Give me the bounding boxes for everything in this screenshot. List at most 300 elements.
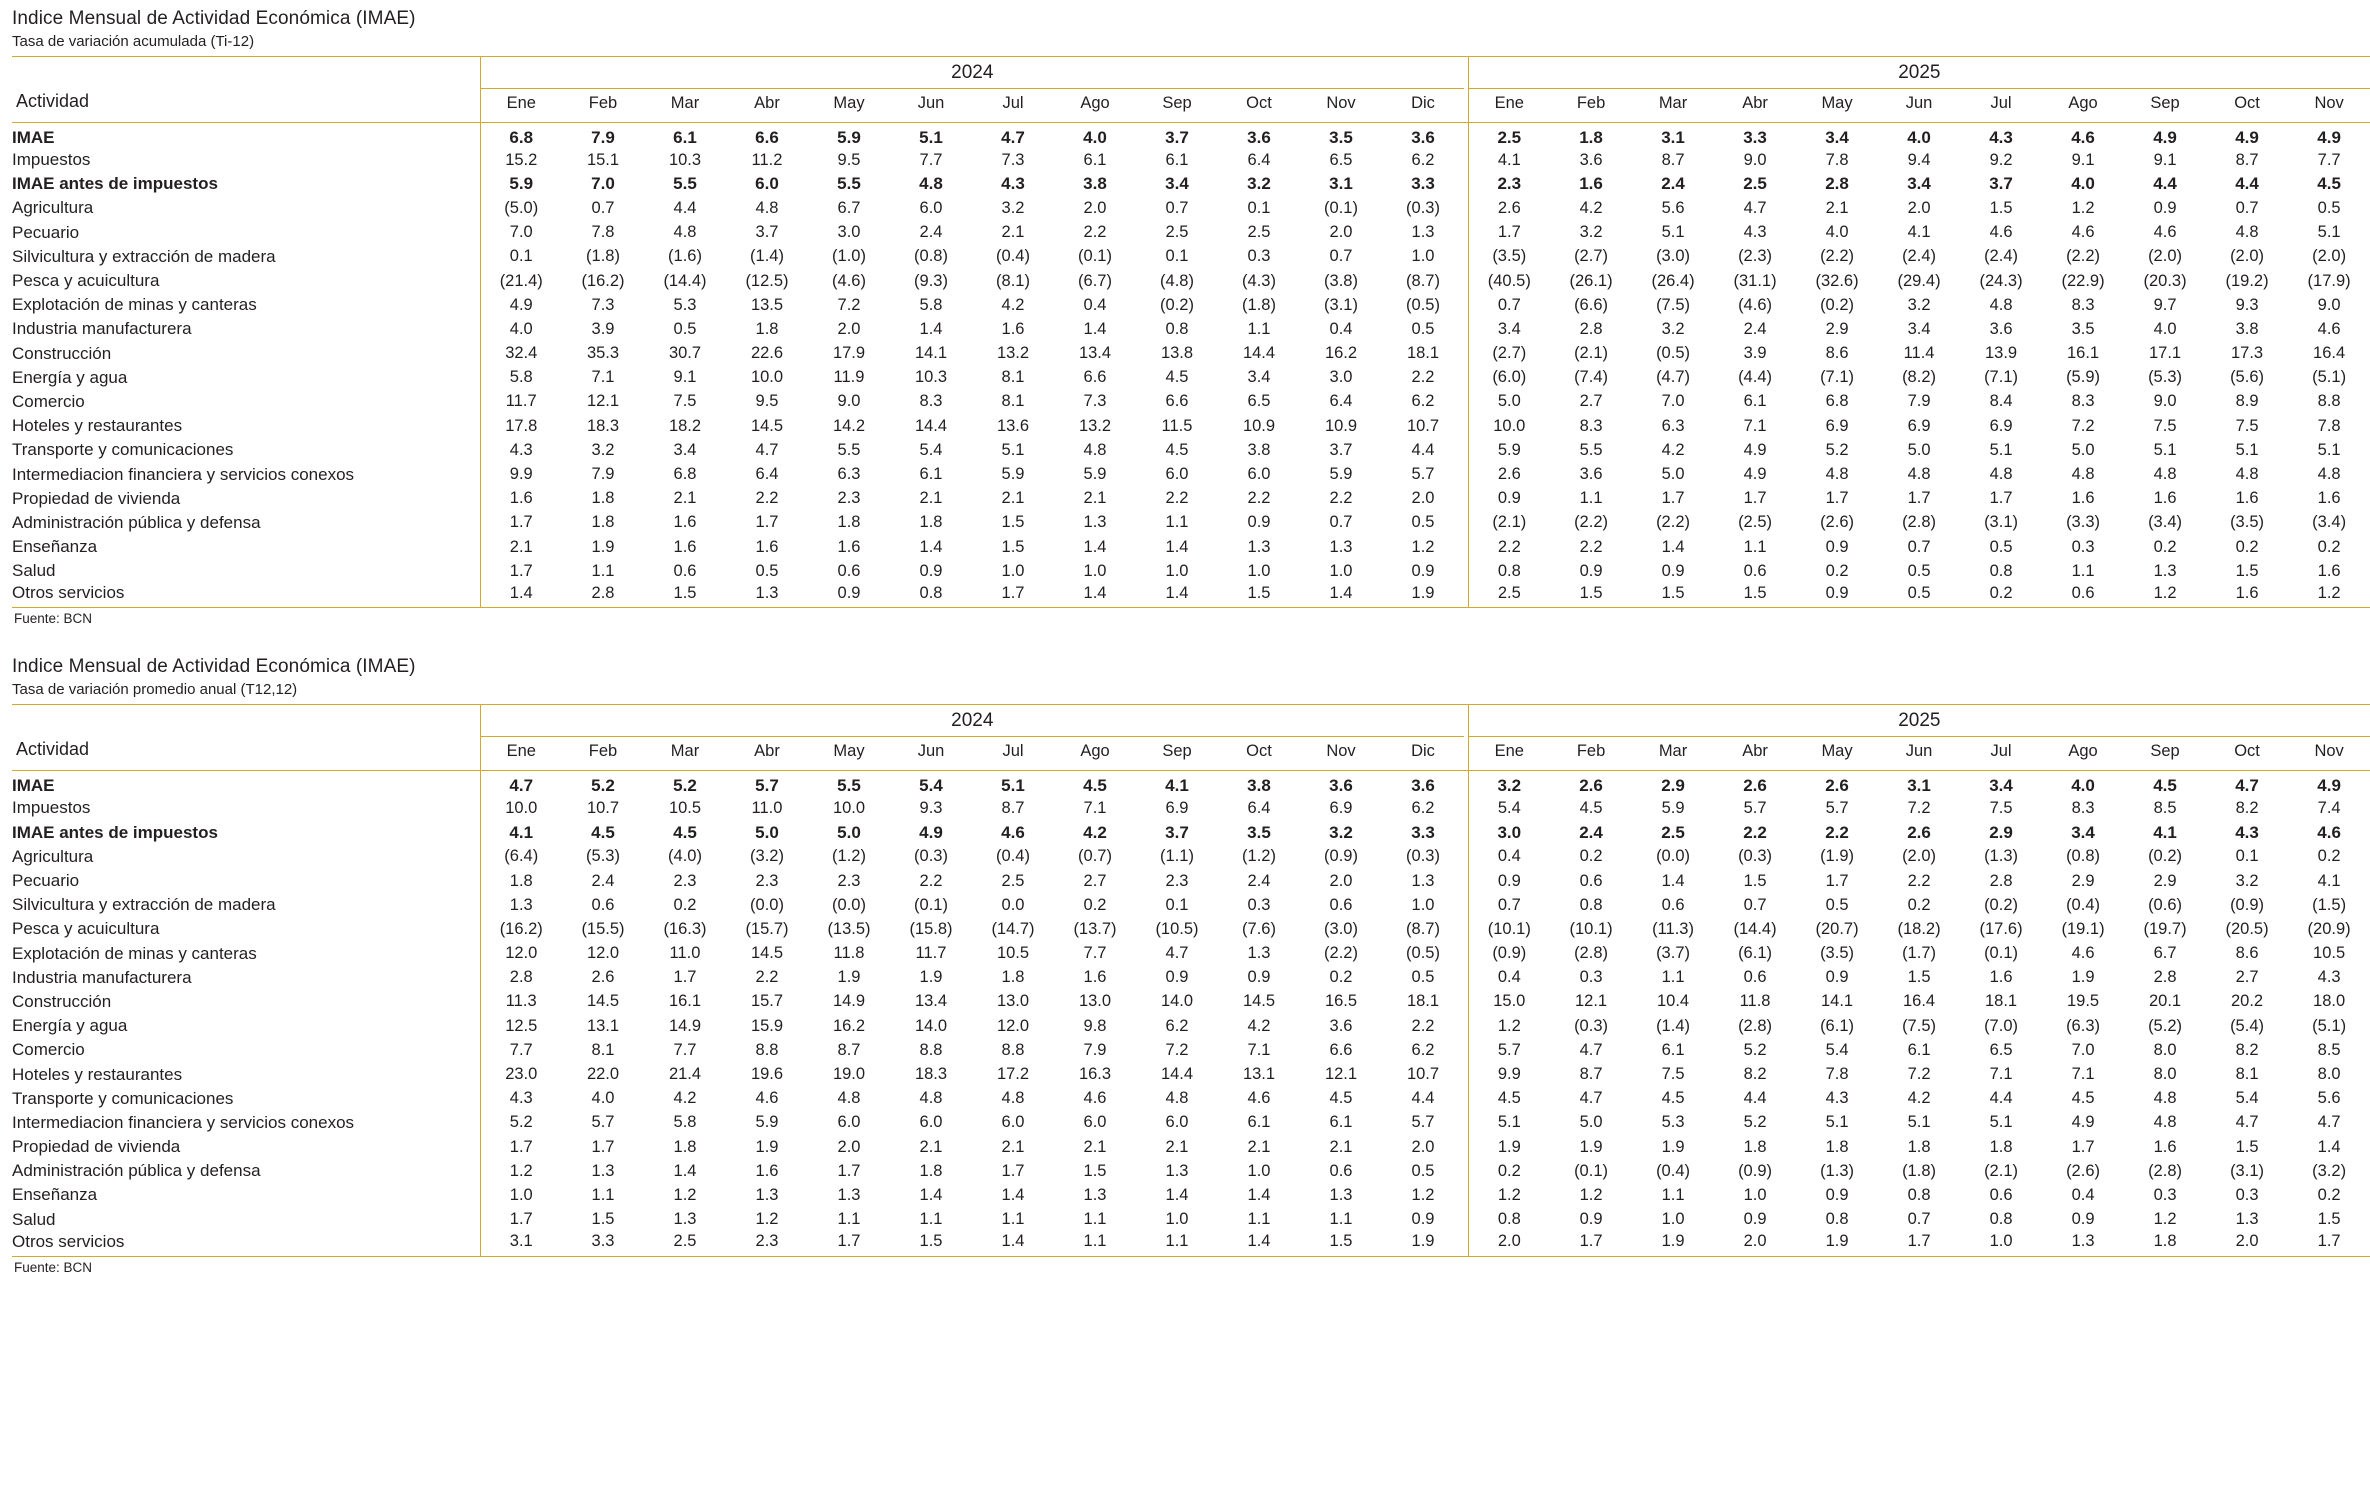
imae-data-table (12, 704, 2370, 1256)
row-label: Hoteles y restaurantes (12, 1064, 183, 1084)
data-cell: 20.2 (2230, 992, 2264, 1011)
data-cell: 5.4 (1468, 796, 1550, 820)
data-cell: 5.1 (2317, 440, 2341, 459)
data-cell: 4.8 (1989, 465, 2013, 484)
data-cell: 4.0 (1083, 128, 1107, 147)
data-cell: 6.4 (755, 465, 779, 484)
data-cell: 5.3 (673, 295, 697, 314)
data-cell: 1.5 (890, 1232, 972, 1257)
data-cell: (3.1) (1984, 513, 2018, 532)
data-cell: 1.3 (2235, 1210, 2259, 1229)
data-cell: 7.7 (480, 1038, 562, 1062)
data-cell: 0.9 (1579, 561, 1603, 580)
data-cell: 9.1 (2071, 150, 2095, 169)
data-cell: 9.0 (837, 392, 861, 411)
data-cell: 7.8 (1825, 150, 1849, 169)
data-cell: (10.5) (1155, 919, 1199, 938)
data-cell: 5.1 (2317, 223, 2341, 242)
row-label: Agricultura (12, 846, 94, 866)
data-cell: 0.0 (1001, 895, 1025, 914)
data-cell: 8.7 (1579, 1065, 1603, 1084)
data-cell: (0.0) (750, 895, 784, 914)
data-cell: 2.0 (1411, 489, 1435, 508)
data-cell: 16.5 (1324, 992, 1358, 1011)
data-cell: 0.2 (2317, 537, 2341, 556)
row-label: IMAE antes de impuestos (12, 822, 218, 842)
data-cell: 2.1 (1001, 489, 1025, 508)
data-cell: 0.7 (1468, 893, 1550, 917)
table-row (12, 148, 2370, 172)
row-label: Comercio (12, 391, 85, 411)
data-cell: (6.4) (480, 845, 562, 869)
data-cell: 13.2 (996, 344, 1030, 363)
data-cell: (2.1) (1984, 1161, 2018, 1180)
data-cell: (8.7) (1406, 271, 1440, 290)
data-cell: 1.3 (1329, 1185, 1353, 1204)
data-cell: (10.1) (1468, 917, 1550, 941)
table-body (12, 123, 2370, 608)
data-cell: (5.4) (2230, 1016, 2264, 1035)
data-cell: 5.1 (1661, 223, 1685, 242)
month-header-mar: Mar (1632, 89, 1714, 123)
data-cell: 18.1 (1406, 992, 1440, 1011)
data-cell: 2.1 (1083, 489, 1107, 508)
data-cell: 0.5 (1411, 513, 1435, 532)
data-cell: 4.8 (673, 223, 697, 242)
data-cell: 7.0 (1661, 392, 1685, 411)
data-cell: 7.1 (2071, 1065, 2095, 1084)
data-cell: (3.5) (2230, 513, 2264, 532)
data-cell: 1.3 (755, 1185, 779, 1204)
data-cell: 7.9 (591, 128, 615, 147)
data-cell: 4.0 (1825, 223, 1849, 242)
data-cell: 3.5 (1329, 128, 1353, 147)
data-cell: 7.3 (591, 295, 615, 314)
data-cell: 18.3 (586, 416, 620, 435)
data-cell: (1.8) (1242, 295, 1276, 314)
data-cell: 1.6 (1001, 319, 1025, 338)
data-cell: 8.7 (1001, 798, 1025, 817)
data-cell: 1.6 (2206, 583, 2288, 608)
data-cell: 4.4 (1743, 1089, 1767, 1108)
data-cell: 4.5 (1661, 1089, 1685, 1108)
data-cell: 2.2 (1468, 535, 1550, 559)
data-cell: 3.6 (1989, 319, 2013, 338)
data-cell: 2.5 (1468, 123, 1550, 149)
month-header-mar: Mar (644, 89, 726, 123)
data-cell: 1.4 (673, 1161, 697, 1180)
month-header-may: May (808, 737, 890, 771)
data-cell: 1.5 (1743, 871, 1767, 890)
data-cell: 1.7 (480, 559, 562, 583)
year-header-row (12, 57, 2370, 89)
data-cell: 3.6 (1579, 150, 1603, 169)
data-cell: 6.1 (1907, 1040, 1931, 1059)
data-cell: 7.8 (591, 223, 615, 242)
data-cell: 0.9 (1411, 1210, 1435, 1229)
data-cell: 4.0 (2071, 174, 2095, 194)
row-label: Silvicultura y extracción de madera (12, 895, 276, 915)
data-cell: (17.6) (1979, 919, 2023, 938)
data-cell: 4.8 (919, 1089, 943, 1108)
data-cell: (3.0) (1656, 247, 1690, 266)
data-cell: 12.0 (586, 944, 620, 963)
data-cell: 3.3 (1411, 822, 1435, 842)
data-cell: (1.5) (2312, 895, 2347, 914)
data-cell: 16.3 (1078, 1065, 1112, 1084)
data-cell: 6.0 (1083, 1113, 1107, 1132)
data-cell: 7.0 (480, 221, 562, 245)
data-cell: 6.2 (1411, 150, 1435, 169)
data-cell: 2.6 (1907, 822, 1931, 842)
data-cell: (0.2) (2148, 847, 2182, 866)
data-cell: 1.1 (919, 1210, 943, 1229)
data-cell: (0.5) (1406, 944, 1440, 963)
data-cell: 4.5 (2071, 1089, 2095, 1108)
data-cell: 6.4 (1329, 392, 1353, 411)
data-cell: 9.4 (1907, 150, 1931, 169)
data-cell: 0.9 (808, 583, 890, 608)
data-cell: 6.6 (1329, 1040, 1353, 1059)
data-cell: 1.5 (1550, 583, 1632, 608)
data-cell: (0.9) (1324, 847, 1358, 866)
data-cell: 0.7 (1329, 247, 1353, 266)
data-cell: 1.1 (1083, 1210, 1107, 1229)
data-cell: 0.8 (1468, 1208, 1550, 1232)
data-cell: 17.3 (2230, 344, 2264, 363)
data-cell: 0.2 (1579, 847, 1603, 866)
table-row (12, 845, 2370, 869)
data-cell: 8.1 (591, 1040, 615, 1059)
data-cell: 8.6 (2235, 944, 2259, 963)
data-cell: 8.2 (2235, 798, 2259, 817)
data-cell: 4.7 (755, 440, 779, 459)
data-cell: 11.7 (915, 944, 947, 963)
month-header-jun: Jun (890, 89, 972, 123)
data-cell: 7.1 (1989, 1065, 2013, 1084)
data-cell: 6.1 (1165, 150, 1189, 169)
data-cell: 4.8 (1001, 1089, 1025, 1108)
data-cell: 0.9 (1165, 968, 1189, 987)
data-cell: 1.4 (1001, 1185, 1025, 1204)
data-cell: 3.6 (1411, 128, 1435, 147)
row-label: Construcción (12, 991, 112, 1011)
data-cell: 3.5 (1247, 822, 1271, 842)
data-cell: 1.3 (1165, 1161, 1189, 1180)
data-cell: (2.2) (1574, 513, 1608, 532)
data-cell: 5.7 (1743, 798, 1767, 817)
data-cell: 4.3 (2235, 822, 2259, 842)
data-cell: 2.9 (2071, 871, 2095, 890)
data-cell: 2.6 (1825, 776, 1849, 796)
data-cell: (13.5) (827, 919, 871, 938)
activity-column-header: Actividad (12, 737, 480, 771)
data-cell: 2.3 (837, 871, 861, 890)
data-cell: 1.1 (1579, 489, 1603, 508)
data-cell: 12.0 (480, 942, 562, 966)
data-cell: 0.6 (1329, 895, 1353, 914)
data-cell: 0.5 (2317, 198, 2341, 217)
data-cell: 5.5 (1579, 440, 1603, 459)
data-cell: 3.9 (1743, 344, 1767, 363)
data-cell: 0.3 (1247, 247, 1271, 266)
data-cell: (11.3) (1652, 919, 1694, 938)
imae-data-table (12, 56, 2370, 608)
table-subtitle: Tasa de variación acumulada (Ti-12) (12, 33, 255, 50)
data-cell: 1.2 (673, 1185, 697, 1204)
data-cell: 1.7 (1001, 1161, 1025, 1180)
data-cell: 3.4 (2071, 822, 2095, 842)
data-cell: (4.4) (1738, 368, 1772, 387)
data-cell: 1.2 (2124, 583, 2206, 608)
data-cell: 3.2 (1001, 198, 1025, 217)
table-row (12, 942, 2370, 966)
data-cell: 2.1 (919, 1137, 943, 1156)
data-cell: 16.4 (1902, 992, 1936, 1011)
data-cell: 2.3 (1165, 871, 1189, 890)
data-cell: 0.6 (1329, 1161, 1353, 1180)
data-cell: 2.2 (755, 968, 779, 987)
data-cell: (0.2) (1160, 295, 1194, 314)
data-cell: 3.4 (1165, 174, 1189, 194)
data-cell: (15.7) (745, 919, 789, 938)
data-cell: 9.0 (2317, 295, 2341, 314)
data-cell: 5.4 (1825, 1040, 1849, 1059)
data-cell: 1.2 (1468, 1183, 1550, 1207)
data-cell: 11.8 (1739, 992, 1771, 1011)
data-cell: 7.8 (2317, 416, 2341, 435)
data-cell: 6.1 (1743, 392, 1767, 411)
data-cell: 7.1 (1083, 798, 1107, 817)
data-cell: 0.5 (1825, 895, 1849, 914)
data-cell: 8.3 (919, 392, 943, 411)
month-header-ago: Ago (1054, 737, 1136, 771)
data-cell: (2.7) (1574, 247, 1608, 266)
data-cell: 8.0 (2153, 1040, 2177, 1059)
data-cell: 1.2 (2071, 198, 2095, 217)
data-cell: 3.8 (1083, 174, 1107, 194)
year-label-right: 2025 (1468, 705, 2370, 737)
data-cell: 3.2 (591, 440, 615, 459)
data-cell: 5.5 (837, 440, 861, 459)
month-header-may: May (808, 89, 890, 123)
data-cell: (1.3) (1984, 847, 2018, 866)
data-cell: 4.3 (2317, 968, 2341, 987)
row-label: Explotación de minas y canteras (12, 295, 257, 315)
table-row (12, 390, 2370, 414)
data-cell: 2.1 (919, 489, 943, 508)
data-cell: 1.8 (591, 489, 615, 508)
data-cell: 6.3 (1661, 416, 1685, 435)
table-row (12, 438, 2370, 462)
data-cell: 4.7 (1579, 1040, 1603, 1059)
data-cell: 3.8 (1247, 776, 1271, 796)
data-cell: 14.4 (914, 416, 948, 435)
data-cell: 1.6 (1989, 968, 2013, 987)
data-cell: 2.9 (1989, 822, 2013, 842)
data-cell: 2.0 (1329, 871, 1353, 890)
data-cell: (5.3) (586, 847, 620, 866)
data-cell: (10.1) (1569, 919, 1613, 938)
data-cell: 1.7 (808, 1232, 890, 1257)
data-cell: 5.9 (1083, 465, 1107, 484)
data-cell: 1.4 (919, 319, 943, 338)
month-header-sep: Sep (2124, 89, 2206, 123)
data-cell: 14.1 (1820, 992, 1854, 1011)
data-cell: 4.1 (2317, 871, 2341, 890)
data-cell: (0.1) (1078, 247, 1112, 266)
data-cell: (15.5) (581, 919, 625, 938)
data-cell: 4.7 (1165, 944, 1189, 963)
data-cell: 4.5 (673, 822, 697, 842)
row-label: Industria manufacturera (12, 967, 192, 987)
data-cell: 6.8 (673, 465, 697, 484)
data-cell: (3.2) (750, 847, 784, 866)
data-cell: 4.4 (2153, 174, 2177, 194)
data-cell: 4.5 (591, 822, 615, 842)
data-cell: 1.7 (673, 968, 697, 987)
data-cell: (0.1) (1324, 198, 1358, 217)
row-label: Intermediacion financiera y servicios conexos (12, 464, 355, 484)
data-cell: 0.7 (1329, 513, 1353, 532)
table-row (12, 1183, 2370, 1207)
data-cell: 0.2 (1907, 895, 1931, 914)
data-cell: 3.0 (1468, 821, 1550, 845)
data-cell: 18.1 (1406, 344, 1440, 363)
data-cell: 6.9 (1165, 798, 1189, 817)
data-cell: 4.8 (1083, 440, 1107, 459)
data-cell: 17.9 (832, 344, 866, 363)
data-cell: 8.5 (2153, 798, 2177, 817)
data-cell: 8.8 (755, 1040, 779, 1059)
data-cell: 1.6 (2153, 1137, 2177, 1156)
data-cell: 0.7 (1907, 537, 1931, 556)
data-cell: 4.6 (755, 1089, 779, 1108)
data-cell: 1.0 (1083, 561, 1107, 580)
data-cell: 23.0 (480, 1062, 562, 1086)
data-cell: 7.5 (673, 392, 697, 411)
month-header-jul: Jul (1960, 737, 2042, 771)
row-label: Salud (12, 561, 56, 581)
data-cell: (16.3) (663, 919, 707, 938)
data-cell: 1.6 (1579, 174, 1603, 194)
table-row (12, 1208, 2370, 1232)
data-cell: 2.2 (919, 871, 943, 890)
activity-column-header: Actividad (12, 89, 480, 123)
data-cell: (4.3) (1242, 271, 1276, 290)
data-cell: 4.6 (2317, 319, 2341, 338)
data-cell: (1.2) (1242, 847, 1276, 866)
data-cell: 2.2 (1825, 822, 1849, 842)
data-cell: 1.0 (1661, 1210, 1685, 1229)
month-header-feb: Feb (1550, 89, 1632, 123)
data-cell: 8.8 (919, 1040, 943, 1059)
data-cell: 6.9 (1907, 416, 1931, 435)
data-cell: (6.1) (1820, 1016, 1854, 1035)
table-row (12, 245, 2370, 269)
data-cell: 6.1 (1247, 1113, 1271, 1132)
data-cell: 0.4 (1468, 966, 1550, 990)
data-cell: 4.7 (2235, 1113, 2259, 1132)
row-label: Administración pública y defensa (12, 1161, 261, 1181)
data-cell: 1.4 (1136, 583, 1218, 608)
month-header-oct: Oct (1218, 737, 1300, 771)
data-cell: 5.1 (1001, 776, 1025, 796)
data-cell: (20.7) (1815, 919, 1859, 938)
data-cell: (14.4) (1733, 919, 1777, 938)
data-cell: (2.0) (1902, 847, 1936, 866)
data-cell: 5.1 (2235, 440, 2259, 459)
data-cell: 0.5 (755, 561, 779, 580)
data-cell: 7.9 (1083, 1040, 1107, 1059)
data-cell: (7.5) (1902, 1016, 1936, 1035)
month-header-may: May (1796, 89, 1878, 123)
year-label-right: 2025 (1468, 57, 2370, 89)
data-cell: 1.3 (1247, 944, 1271, 963)
data-cell: 11.9 (833, 368, 865, 387)
data-cell: 0.7 (1468, 293, 1550, 317)
data-cell: (8.2) (1902, 368, 1936, 387)
data-cell: (0.5) (1406, 295, 1440, 314)
data-cell: (0.8) (2066, 847, 2100, 866)
data-cell: 9.0 (1743, 150, 1767, 169)
data-cell: (6.1) (1738, 944, 1772, 963)
row-label: Transporte y comunicaciones (12, 1088, 234, 1108)
data-cell: 1.8 (591, 513, 615, 532)
data-cell: 10.5 (2313, 944, 2346, 963)
data-cell: 5.2 (1825, 440, 1849, 459)
data-cell: 0.2 (2235, 537, 2259, 556)
data-cell: (0.1) (1984, 944, 2018, 963)
row-label: Administración pública y defensa (12, 512, 261, 532)
data-cell: 7.2 (1165, 1040, 1189, 1059)
data-cell: 3.2 (2235, 871, 2259, 890)
data-cell: (5.6) (2230, 368, 2264, 387)
data-cell: 1.3 (2042, 1232, 2124, 1257)
data-cell: 0.7 (2235, 198, 2259, 217)
data-cell: 1.1 (1247, 1210, 1271, 1229)
data-cell: (2.8) (2148, 1161, 2182, 1180)
data-cell: 1.6 (2153, 489, 2177, 508)
data-cell: 4.7 (1001, 128, 1025, 147)
row-label: Salud (12, 1209, 56, 1229)
data-cell: (26.1) (1569, 271, 1613, 290)
data-cell: 0.5 (1411, 1161, 1435, 1180)
data-cell: 6.0 (1247, 465, 1271, 484)
data-cell: 1.2 (480, 1159, 562, 1183)
data-cell: 6.9 (1825, 416, 1849, 435)
table-subtitle: Tasa de variación promedio anual (T12,12) (12, 681, 298, 699)
data-cell: 1.7 (480, 511, 562, 535)
data-cell: 1.8 (673, 1137, 697, 1156)
data-cell: 1.1 (1661, 1185, 1685, 1204)
data-cell: 5.6 (2317, 1089, 2341, 1108)
data-cell: 0.4 (2071, 1185, 2095, 1204)
data-cell: 1.1 (1743, 537, 1767, 556)
data-cell: 1.1 (1661, 968, 1685, 987)
table-row (12, 966, 2370, 990)
data-cell: 5.1 (919, 128, 943, 147)
data-cell: 14.2 (832, 416, 866, 435)
month-header-mar: Mar (1632, 737, 1714, 771)
data-cell: 4.2 (1579, 198, 1603, 217)
data-cell: (2.2) (2066, 247, 2100, 266)
data-cell: 6.1 (1329, 1113, 1353, 1132)
data-cell: 1.3 (480, 893, 562, 917)
month-header-nov: Nov (2288, 89, 2370, 123)
data-cell: (1.2) (832, 847, 866, 866)
data-cell: 1.1 (1001, 1210, 1025, 1229)
